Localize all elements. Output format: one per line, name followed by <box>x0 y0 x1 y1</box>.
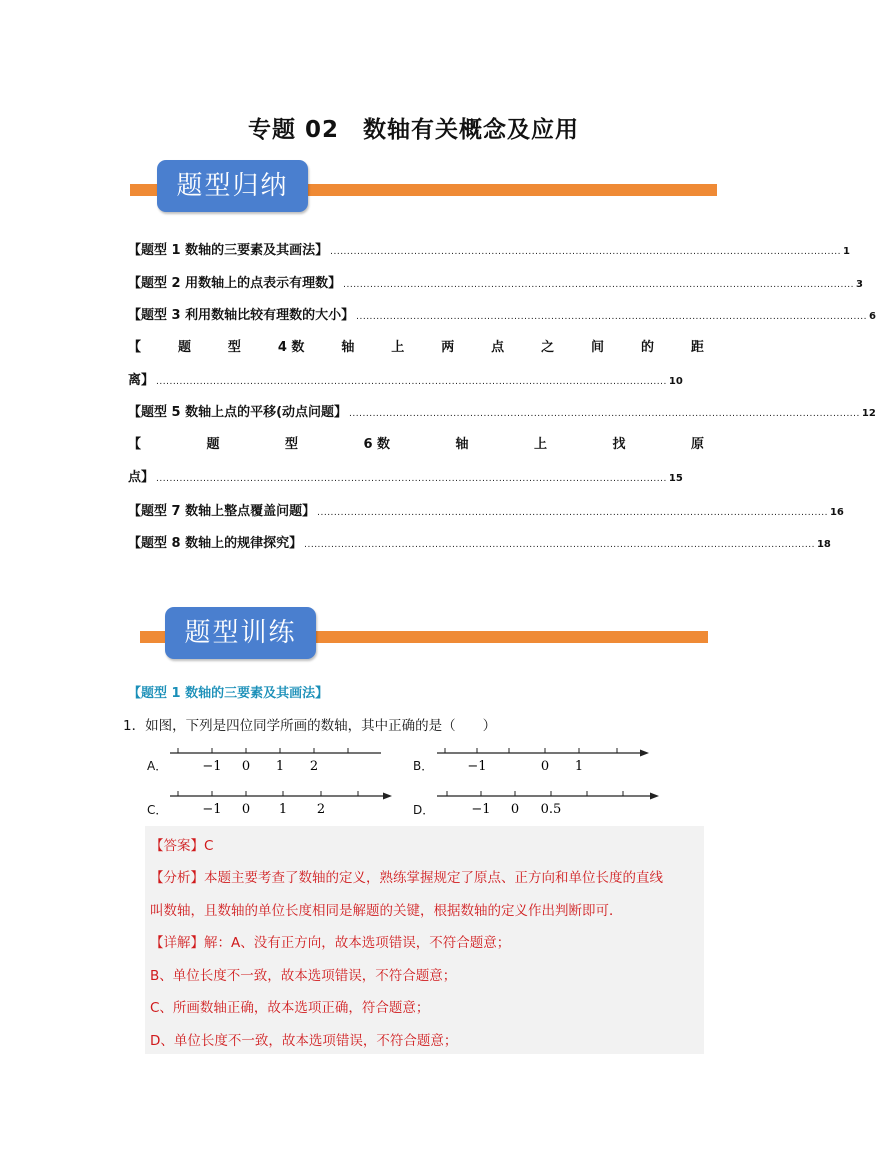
toc-label: 点】 <box>128 470 155 485</box>
tick-label: 1 <box>278 802 288 817</box>
tick-label: 2 <box>309 759 319 774</box>
tick-label: 1 <box>574 759 584 774</box>
question-text: 1．如图，下列是四位同学所画的数轴，其中正确的是（ ） <box>123 718 497 734</box>
toc-page: 3 <box>855 279 863 290</box>
axis-arrow <box>383 793 392 800</box>
toc-entry-1[interactable]: 【题型 1 数轴的三要素及其画法】 ........................................................................................................................................................ 1 <box>128 239 704 258</box>
axis-arrow <box>640 750 649 757</box>
tick-label: −1 <box>202 759 222 774</box>
banner-summary-label: 题型归纳 <box>157 160 308 212</box>
toc-label: 离】 <box>128 373 155 388</box>
axis-arrow <box>650 793 659 800</box>
option-d-letter: D． <box>413 803 435 817</box>
toc-page: 15 <box>668 473 683 484</box>
toc-label: 【题型 5 数轴上点的平移(动点问题】 <box>128 405 348 420</box>
document-title: 专题 02 数轴有关概念及应用 <box>247 117 579 143</box>
detail-line: B、单位长度不一致，故本选项错误，不符合题意； <box>150 968 457 984</box>
toc-label: 【题型 2 用数轴上的点表示有理数】 <box>128 276 342 291</box>
toc-entry-8[interactable]: 【题型 8 数轴上的规律探究】 ........................................................................................................................................................ 18 <box>128 532 704 551</box>
tick-label: 0 <box>540 759 550 774</box>
toc-entry-6[interactable]: 【 题 型 6 数 轴 上 找 原 点】 ........................................................................................................................................................ 15 <box>128 433 704 485</box>
toc-page: 12 <box>861 408 876 419</box>
tick-label: 1 <box>275 759 285 774</box>
number-line-a[interactable] <box>168 748 388 774</box>
option-a-letter: A． <box>147 759 168 773</box>
toc-label: 【题型 1 数轴的三要素及其画法】 <box>128 243 329 258</box>
detail-line: D、单位长度不一致，故本选项错误，不符合题意； <box>150 1033 458 1049</box>
tick-label: 2 <box>316 802 326 817</box>
option-c-letter: C． <box>147 803 168 817</box>
tick-label: −1 <box>202 802 222 817</box>
toc-entry-2[interactable]: 【题型 2 用数轴上的点表示有理数】 ........................................................................................................................................................ 3 <box>128 272 704 291</box>
tick-label: −1 <box>471 802 491 817</box>
number-line-c[interactable] <box>168 791 396 817</box>
banner-summary <box>130 160 717 216</box>
analysis-line: 【分析】本题主要考查了数轴的定义，熟练掌握规定了原点、正方向和单位长度的直线 <box>150 870 663 886</box>
banner-training-label: 题型训练 <box>165 607 316 659</box>
section-heading: 【题型 1 数轴的三要素及其画法】 <box>128 686 329 701</box>
option-b-letter: B． <box>413 759 434 773</box>
toc-entry-3[interactable]: 【题型 3 利用数轴比较有理数的大小】 ........................................................................................................................................................ 6 <box>128 304 704 323</box>
tick-label: 0.5 <box>540 802 562 817</box>
answer-line: 【答案】C <box>150 838 214 854</box>
toc-entry-5[interactable]: 【题型 5 数轴上点的平移(动点问题】 ........................................................................................................................................................ 12 <box>128 401 704 420</box>
toc-page: 18 <box>816 539 831 550</box>
banner-training <box>140 607 708 663</box>
number-line-d[interactable] <box>435 791 663 817</box>
tick-label: −1 <box>467 759 487 774</box>
tick-label: 0 <box>510 802 520 817</box>
tick-label: 0 <box>241 802 251 817</box>
tick-label: 0 <box>241 759 251 774</box>
toc-page: 10 <box>668 376 683 387</box>
analysis-line: 叫数轴，且数轴的单位长度相同是解题的关键，根据数轴的定义作出判断即可． <box>150 903 623 919</box>
toc-page: 16 <box>829 507 844 518</box>
toc-label: 【题型 7 数轴上整点覆盖问题】 <box>128 504 316 519</box>
toc-entry-7[interactable]: 【题型 7 数轴上整点覆盖问题】 ........................................................................................................................................................ 16 <box>128 500 704 519</box>
toc-page: 1 <box>842 246 850 257</box>
toc-label-spread: 【 题 型 6 数 轴 上 找 原 <box>128 437 704 452</box>
number-line-b[interactable] <box>435 748 655 774</box>
toc-label: 【题型 3 利用数轴比较有理数的大小】 <box>128 308 355 323</box>
toc-entry-4[interactable]: 【 题 型 4 数 轴 上 两 点 之 间 的 距 离】 ........................................................................................................................................................ 10 <box>128 336 704 388</box>
detail-line: C、所画数轴正确，故本选项正确，符合题意； <box>150 1000 430 1016</box>
detail-line: 【详解】解：A、没有正方向，故本选项错误，不符合题意； <box>150 935 511 951</box>
toc-label-spread: 【 题 型 4 数 轴 上 两 点 之 间 的 距 <box>128 340 704 355</box>
toc-label: 【题型 8 数轴上的规律探究】 <box>128 536 303 551</box>
toc-page: 6 <box>868 311 876 322</box>
